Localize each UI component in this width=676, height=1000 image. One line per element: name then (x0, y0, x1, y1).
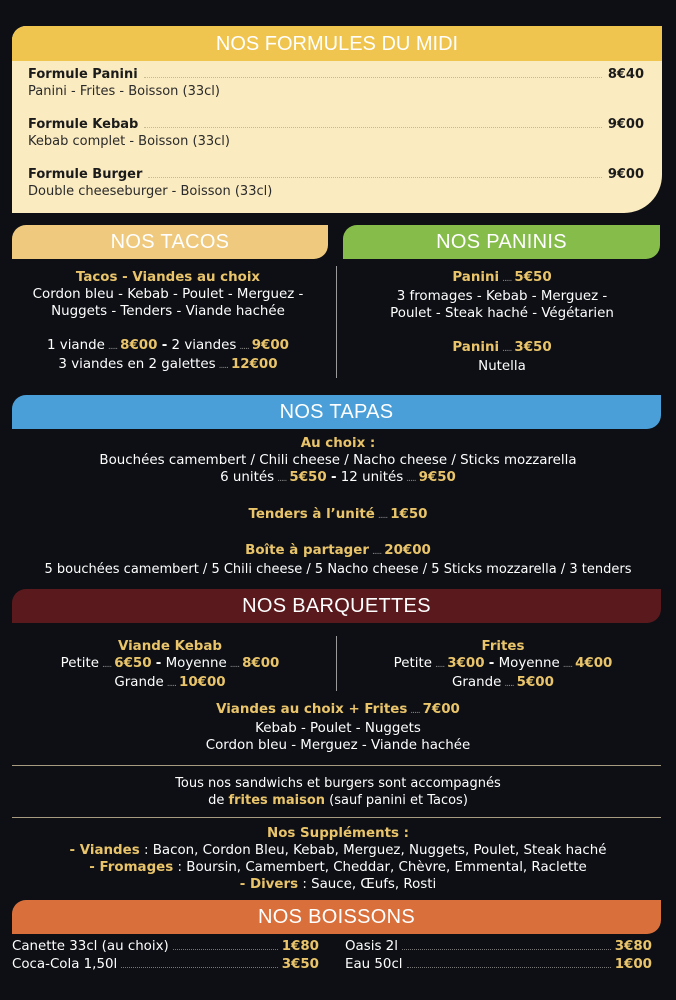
supplement-row: - Divers : Sauce, Œufs, Rosti (239, 877, 437, 892)
barquette-kebab: Viande Kebab Petite ..... 6€50 - Moyenne ..... 8€00 Grande ..... 10€00 (60, 639, 280, 690)
tacos-meats-line1: Cordon bleu - Kebab - Poulet - Merguez - (32, 287, 304, 302)
paninis-header: NOS PANINIS (343, 225, 660, 259)
panini-item-1-line2: Poulet - Steak haché - Végétarien (390, 306, 614, 321)
supplement-row: - Fromages : Boursin, Camembert, Cheddar, Chèvre, Emmental, Raclette (89, 860, 587, 875)
tapas-quantities: 6 unités ..... 5€50 - 12 unités ..... 9€50 (220, 470, 456, 485)
formule-item (28, 67, 644, 99)
drink-item: Canette 33cl (au choix) 1€80 (12, 939, 319, 954)
formule-item (28, 167, 644, 199)
tapas-header: NOS TAPAS (12, 395, 661, 429)
tapas-choice-heading: Au choix : (300, 436, 376, 451)
formule-price: 9€00 (607, 117, 644, 132)
drink-item: Coca-Cola 1,50l 3€50 (12, 957, 319, 972)
tacos-heading: Tacos - Viandes au choix (75, 270, 261, 285)
dot-leader (148, 177, 601, 178)
formules-header: NOS FORMULES DU MIDI (12, 26, 662, 61)
panini-item-2-desc: Nutella (478, 359, 526, 374)
tacos-header: NOS TACOS (12, 225, 328, 259)
tapas-choice-list: Bouchées camembert / Chili cheese / Nacho cheese / Sticks mozzarella (99, 453, 577, 468)
formule-desc: Double cheeseburger - Boisson (33cl) (28, 184, 273, 199)
supplement-row: - Viandes : Bacon, Cordon Bleu, Kebab, Merguez, Nuggets, Poulet, Steak haché (69, 843, 607, 858)
formule-name: Formule Burger (28, 167, 143, 182)
tacos-options-row1: 1 viande ..... 8€00 - 2 viandes ..... 9€00 (47, 338, 289, 353)
tacos-section (12, 269, 324, 375)
panini-item-1-title: Panini ..... 5€50 (452, 270, 552, 285)
supplements-section: Nos Suppléments : - Viandes : Bacon, Cordon Bleu, Kebab, Merguez, Nuggets, Poulet, Steak haché - Fromages : Boursin, Camembert, Cheddar, Chèvre, Emmental, Raclette - Divers : Sauce, Œufs, Rosti (0, 825, 676, 893)
tacos-meats-line2: Nuggets - Tenders - Viande hachée (51, 304, 285, 319)
formule-desc: Kebab complet - Boisson (33cl) (28, 134, 230, 149)
formule-price: 8€40 (607, 67, 644, 82)
divider-line (12, 817, 661, 818)
barquette-mix: Viandes au choix + Frites ..... 7€00 Kebab - Poulet - Nuggets Cordon bleu - Merguez - Viande hachée (205, 702, 471, 753)
boissons-header: NOS BOISSONS (12, 900, 661, 934)
formule-name: Formule Panini (28, 67, 138, 82)
formule-desc: Panini - Frites - Boisson (33cl) (28, 84, 220, 99)
tapas-section (0, 435, 676, 578)
dot-leader (144, 77, 602, 78)
tapas-box: Boîte à partager ..... 20€00 (245, 543, 431, 558)
barquette-frites: Frites Petite ..... 3€00 - Moyenne ..... 4€00 Grande ..... 5€00 (393, 639, 613, 690)
barquettes-divider (336, 636, 337, 691)
formules-section (12, 26, 662, 213)
tacos-paninis-divider (336, 266, 337, 378)
formule-item (28, 117, 644, 149)
dot-leader (144, 127, 601, 128)
tapas-tenders: Tenders à l’unité ..... 1€50 (248, 507, 428, 522)
formule-price: 9€00 (607, 167, 644, 182)
side-note: Tous nos sandwichs et burgers sont accompagnés de frites maison (sauf panini et Tacos) (175, 776, 501, 808)
panini-item-1-line1: 3 fromages - Kebab - Merguez - (396, 289, 608, 304)
barquettes-header: NOS BARQUETTES (12, 589, 661, 623)
drink-item: Oasis 2l 3€80 (345, 939, 652, 954)
formule-name: Formule Kebab (28, 117, 139, 132)
tacos-options-row2: 3 viandes en 2 galettes ..... 12€00 (58, 357, 278, 372)
paninis-section (340, 269, 664, 375)
drink-item: Eau 50cl 1€00 (345, 957, 652, 972)
panini-item-2-title: Panini ..... 3€50 (452, 340, 552, 355)
tapas-box-desc: 5 bouchées camembert / 5 Chili cheese / 5 Nacho cheese / 5 Sticks mozzarella / 3 tenders (44, 562, 632, 577)
divider-line (12, 765, 661, 766)
